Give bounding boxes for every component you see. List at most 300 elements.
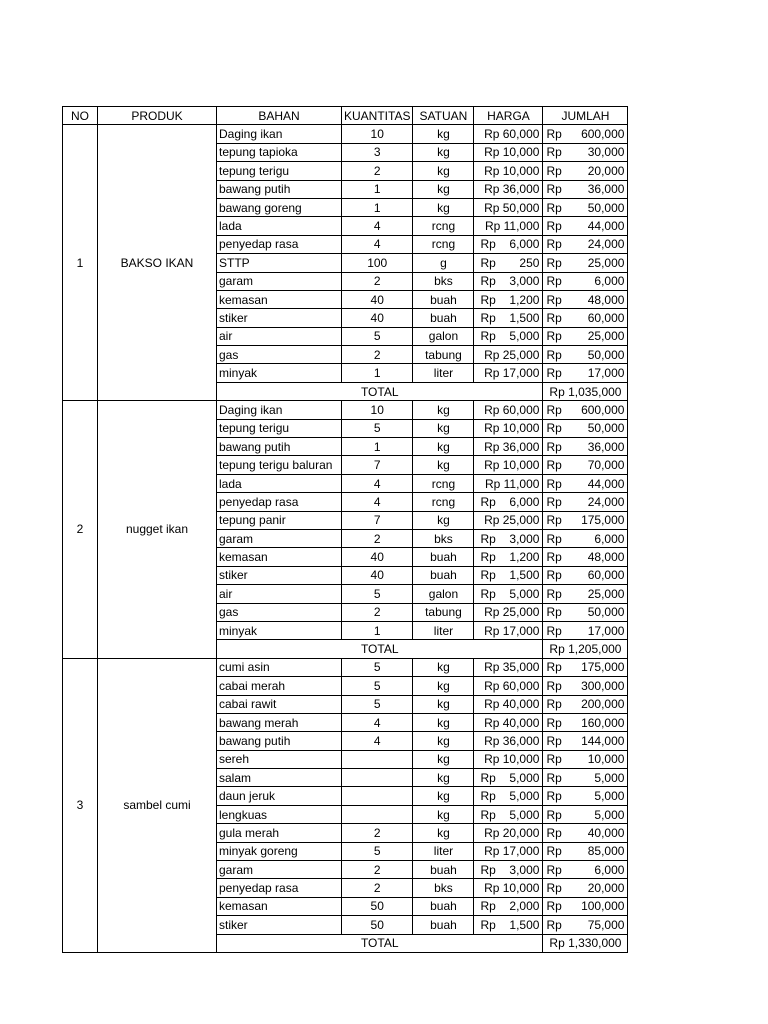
amount-value: 5,000 — [594, 770, 625, 785]
ingredient-name: bawang merah — [217, 713, 342, 731]
currency-symbol: Rp — [546, 697, 562, 712]
total-value: Rp 1,035,000 — [543, 382, 628, 400]
amount-cell — [543, 824, 628, 842]
price-cell — [474, 217, 543, 235]
product-number: 2 — [63, 401, 98, 658]
price-value: Rp 17,000 — [484, 844, 540, 859]
unit-cell: liter — [413, 364, 474, 382]
price-cell — [474, 713, 543, 731]
price-value: Rp 10,000 — [484, 752, 540, 767]
price-value: Rp 25,000 — [484, 347, 540, 362]
amount-cell — [543, 603, 628, 621]
amount-cell — [543, 364, 628, 382]
amount-cell — [543, 309, 628, 327]
currency-symbol: Rp — [546, 402, 562, 417]
amount-cell — [543, 438, 628, 456]
unit-cell: kg — [413, 695, 474, 713]
amount-value: 60,000 — [587, 568, 625, 583]
quantity-cell: 7 — [342, 511, 413, 529]
ingredient-name: lada — [217, 474, 342, 492]
amount-cell — [543, 732, 628, 750]
unit-cell: kg — [413, 162, 474, 180]
unit-cell: buah — [413, 897, 474, 915]
ingredient-name: tepung terigu — [217, 162, 342, 180]
unit-cell: bks — [413, 529, 474, 547]
price-cell — [474, 677, 543, 695]
currency-symbol: Rp — [480, 292, 496, 307]
price-cell — [474, 474, 543, 492]
price-value: 3,000 — [509, 862, 540, 877]
currency-symbol: Rp — [546, 825, 562, 840]
amount-value: 20,000 — [587, 881, 625, 896]
amount-cell — [543, 254, 628, 272]
amount-value: 48,000 — [587, 292, 625, 307]
amount-cell — [543, 456, 628, 474]
amount-value: 600,000 — [581, 402, 625, 417]
ingredient-name: air — [217, 327, 342, 345]
amount-value: 17,000 — [587, 366, 625, 381]
ingredient-name: kemasan — [217, 290, 342, 308]
unit-cell: buah — [413, 861, 474, 879]
amount-value: 48,000 — [587, 550, 625, 565]
amount-value: 6,000 — [594, 862, 625, 877]
amount-cell — [543, 474, 628, 492]
price-value: Rp 25,000 — [484, 513, 540, 528]
unit-cell: kg — [413, 438, 474, 456]
amount-cell — [543, 529, 628, 547]
currency-symbol: Rp — [480, 255, 496, 270]
amount-value: 60,000 — [587, 310, 625, 325]
header-harga: HARGA — [474, 107, 543, 125]
currency-symbol: Rp — [546, 550, 562, 565]
currency-symbol: Rp — [546, 586, 562, 601]
currency-symbol: Rp — [546, 347, 562, 362]
price-cell — [474, 916, 543, 934]
currency-symbol: Rp — [546, 862, 562, 877]
amount-cell — [543, 842, 628, 860]
amount-cell — [543, 677, 628, 695]
currency-symbol: Rp — [480, 568, 496, 583]
quantity-cell: 7 — [342, 456, 413, 474]
ingredient-name: lada — [217, 217, 342, 235]
amount-value: 200,000 — [581, 697, 625, 712]
currency-symbol: Rp — [480, 237, 496, 252]
ingredient-name: stiker — [217, 309, 342, 327]
price-cell — [474, 879, 543, 897]
price-cell — [474, 162, 543, 180]
currency-symbol: Rp — [480, 274, 496, 289]
product-name: BAKSO IKAN — [98, 125, 217, 401]
quantity-cell: 40 — [342, 548, 413, 566]
ingredient-name: tepung panir — [217, 511, 342, 529]
quantity-cell: 4 — [342, 474, 413, 492]
unit-cell: buah — [413, 916, 474, 934]
price-cell — [474, 824, 543, 842]
amount-cell — [543, 162, 628, 180]
price-value: 3,000 — [509, 274, 540, 289]
header-produk: PRODUK — [98, 107, 217, 125]
price-cell — [474, 456, 543, 474]
unit-cell: buah — [413, 309, 474, 327]
ingredient-name: air — [217, 585, 342, 603]
price-cell — [474, 254, 543, 272]
currency-symbol: Rp — [480, 531, 496, 546]
unit-cell: kg — [413, 511, 474, 529]
quantity-cell: 10 — [342, 125, 413, 143]
unit-cell: bks — [413, 272, 474, 290]
unit-cell: bks — [413, 879, 474, 897]
ingredient-name: penyedap rasa — [217, 235, 342, 253]
price-value: 1,500 — [509, 917, 540, 932]
currency-symbol: Rp — [546, 329, 562, 344]
price-value: Rp 17,000 — [484, 366, 540, 381]
amount-value: 600,000 — [581, 127, 625, 142]
amount-cell — [543, 180, 628, 198]
ingredient-name: salam — [217, 769, 342, 787]
currency-symbol: Rp — [480, 329, 496, 344]
table-row — [63, 658, 628, 676]
amount-cell — [543, 493, 628, 511]
ingredient-name: STTP — [217, 254, 342, 272]
price-cell — [474, 861, 543, 879]
amount-cell — [543, 879, 628, 897]
price-cell — [474, 143, 543, 161]
quantity-cell: 4 — [342, 732, 413, 750]
currency-symbol: Rp — [546, 789, 562, 804]
quantity-cell: 1 — [342, 438, 413, 456]
amount-cell — [543, 511, 628, 529]
currency-symbol: Rp — [480, 770, 496, 785]
price-cell — [474, 548, 543, 566]
quantity-cell: 2 — [342, 272, 413, 290]
amount-value: 25,000 — [587, 329, 625, 344]
ingredient-name: bawang putih — [217, 732, 342, 750]
price-value: Rp 35,000 — [484, 660, 540, 675]
quantity-cell — [342, 787, 413, 805]
amount-value: 75,000 — [587, 917, 625, 932]
ingredient-name: bawang goreng — [217, 198, 342, 216]
ingredient-name: kemasan — [217, 548, 342, 566]
amount-value: 175,000 — [581, 513, 625, 528]
header-bahan: BAHAN — [217, 107, 342, 125]
price-cell — [474, 769, 543, 787]
amount-cell — [543, 713, 628, 731]
price-cell — [474, 438, 543, 456]
amount-value: 70,000 — [587, 458, 625, 473]
quantity-cell: 5 — [342, 419, 413, 437]
amount-value: 175,000 — [581, 660, 625, 675]
amount-value: 100,000 — [581, 899, 625, 914]
quantity-cell: 3 — [342, 143, 413, 161]
ingredient-name: Daging ikan — [217, 401, 342, 419]
total-value: Rp 1,205,000 — [543, 640, 628, 658]
amount-cell — [543, 805, 628, 823]
currency-symbol: Rp — [546, 292, 562, 307]
currency-symbol: Rp — [546, 733, 562, 748]
quantity-cell: 5 — [342, 585, 413, 603]
currency-symbol: Rp — [480, 494, 496, 509]
price-cell — [474, 566, 543, 584]
amount-cell — [543, 198, 628, 216]
amount-value: 10,000 — [587, 752, 625, 767]
price-cell — [474, 511, 543, 529]
amount-value: 25,000 — [587, 255, 625, 270]
table-body — [63, 125, 628, 953]
amount-value: 50,000 — [587, 421, 625, 436]
quantity-cell: 5 — [342, 695, 413, 713]
unit-cell: tabung — [413, 603, 474, 621]
unit-cell: kg — [413, 143, 474, 161]
price-cell — [474, 309, 543, 327]
price-value: 250 — [519, 255, 540, 270]
price-value: 6,000 — [509, 237, 540, 252]
price-value: 5,000 — [509, 789, 540, 804]
price-value: Rp 10,000 — [484, 458, 540, 473]
unit-cell: kg — [413, 732, 474, 750]
price-cell — [474, 364, 543, 382]
price-cell — [474, 290, 543, 308]
amount-cell — [543, 143, 628, 161]
quantity-cell: 2 — [342, 824, 413, 842]
unit-cell: kg — [413, 713, 474, 731]
table-row — [63, 401, 628, 419]
price-value: Rp 60,000 — [484, 127, 540, 142]
currency-symbol: Rp — [546, 421, 562, 436]
ingredient-name: gas — [217, 346, 342, 364]
quantity-cell: 2 — [342, 529, 413, 547]
price-value: Rp 10,000 — [484, 163, 540, 178]
currency-symbol: Rp — [546, 623, 562, 638]
unit-cell: buah — [413, 566, 474, 584]
price-cell — [474, 529, 543, 547]
amount-cell — [543, 750, 628, 768]
amount-cell — [543, 290, 628, 308]
amount-cell — [543, 695, 628, 713]
amount-cell — [543, 548, 628, 566]
amount-value: 6,000 — [594, 531, 625, 546]
amount-cell — [543, 861, 628, 879]
quantity-cell: 5 — [342, 842, 413, 860]
amount-cell — [543, 769, 628, 787]
unit-cell: kg — [413, 750, 474, 768]
amount-cell — [543, 235, 628, 253]
amount-value: 5,000 — [594, 807, 625, 822]
amount-value: 144,000 — [581, 733, 625, 748]
price-cell — [474, 897, 543, 915]
amount-cell — [543, 346, 628, 364]
cost-table — [62, 106, 628, 953]
ingredient-name: daun jeruk — [217, 787, 342, 805]
quantity-cell: 2 — [342, 346, 413, 364]
ingredient-name: kemasan — [217, 897, 342, 915]
price-cell — [474, 346, 543, 364]
currency-symbol: Rp — [546, 255, 562, 270]
quantity-cell: 40 — [342, 290, 413, 308]
quantity-cell: 2 — [342, 603, 413, 621]
amount-value: 25,000 — [587, 586, 625, 601]
unit-cell: kg — [413, 419, 474, 437]
ingredient-name: cabai merah — [217, 677, 342, 695]
ingredient-name: Daging ikan — [217, 125, 342, 143]
unit-cell: kg — [413, 180, 474, 198]
amount-value: 24,000 — [587, 237, 625, 252]
amount-value: 44,000 — [587, 219, 625, 234]
currency-symbol: Rp — [546, 458, 562, 473]
product-name: nugget ikan — [98, 401, 217, 658]
quantity-cell: 5 — [342, 327, 413, 345]
quantity-cell: 40 — [342, 309, 413, 327]
price-value: Rp 25,000 — [484, 605, 540, 620]
ingredient-name: penyedap rasa — [217, 493, 342, 511]
ingredient-name: gula merah — [217, 824, 342, 842]
amount-cell — [543, 585, 628, 603]
ingredient-name: lengkuas — [217, 805, 342, 823]
unit-cell: kg — [413, 805, 474, 823]
total-label: TOTAL — [217, 934, 543, 952]
quantity-cell: 4 — [342, 493, 413, 511]
price-value: 3,000 — [509, 531, 540, 546]
quantity-cell — [342, 769, 413, 787]
price-value: Rp 40,000 — [484, 715, 540, 730]
header-no: NO — [63, 107, 98, 125]
price-value: Rp 17,000 — [484, 623, 540, 638]
total-value: Rp 1,330,000 — [543, 934, 628, 952]
currency-symbol: Rp — [546, 881, 562, 896]
currency-symbol: Rp — [546, 568, 562, 583]
currency-symbol: Rp — [546, 899, 562, 914]
unit-cell: rcng — [413, 217, 474, 235]
currency-symbol: Rp — [546, 752, 562, 767]
price-cell — [474, 327, 543, 345]
price-value: 6,000 — [509, 494, 540, 509]
ingredient-name: minyak — [217, 621, 342, 639]
amount-value: 160,000 — [581, 715, 625, 730]
price-cell — [474, 125, 543, 143]
unit-cell: buah — [413, 548, 474, 566]
unit-cell: rcng — [413, 474, 474, 492]
price-value: Rp 10,000 — [484, 881, 540, 896]
ingredient-name: tepung terigu — [217, 419, 342, 437]
price-value: 1,500 — [509, 568, 540, 583]
currency-symbol: Rp — [546, 476, 562, 491]
amount-cell — [543, 401, 628, 419]
unit-cell: galon — [413, 585, 474, 603]
price-value: Rp 60,000 — [484, 678, 540, 693]
currency-symbol: Rp — [546, 513, 562, 528]
price-cell — [474, 585, 543, 603]
currency-symbol: Rp — [546, 366, 562, 381]
price-cell — [474, 235, 543, 253]
price-value: 1,500 — [509, 310, 540, 325]
currency-symbol: Rp — [546, 494, 562, 509]
unit-cell: liter — [413, 842, 474, 860]
price-cell — [474, 695, 543, 713]
currency-symbol: Rp — [546, 531, 562, 546]
quantity-cell: 2 — [342, 861, 413, 879]
amount-value: 50,000 — [587, 200, 625, 215]
ingredient-name: bawang putih — [217, 438, 342, 456]
amount-value: 30,000 — [587, 145, 625, 160]
ingredient-name: cabai rawit — [217, 695, 342, 713]
price-cell — [474, 603, 543, 621]
ingredient-name: stiker — [217, 916, 342, 934]
amount-value: 5,000 — [594, 789, 625, 804]
ingredient-name: garam — [217, 529, 342, 547]
amount-value: 20,000 — [587, 163, 625, 178]
currency-symbol: Rp — [546, 807, 562, 822]
amount-cell — [543, 658, 628, 676]
currency-symbol: Rp — [480, 789, 496, 804]
unit-cell: kg — [413, 677, 474, 695]
price-value: Rp 20,000 — [484, 825, 540, 840]
price-value: Rp 40,000 — [484, 697, 540, 712]
unit-cell: kg — [413, 658, 474, 676]
currency-symbol: Rp — [546, 844, 562, 859]
currency-symbol: Rp — [546, 715, 562, 730]
unit-cell: kg — [413, 456, 474, 474]
price-cell — [474, 272, 543, 290]
unit-cell: kg — [413, 769, 474, 787]
currency-symbol: Rp — [546, 200, 562, 215]
price-value: Rp 36,000 — [484, 733, 540, 748]
price-cell — [474, 805, 543, 823]
currency-symbol: Rp — [546, 219, 562, 234]
price-value: 2,000 — [509, 899, 540, 914]
ingredient-name: tepung terigu baluran — [217, 456, 342, 474]
currency-symbol: Rp — [546, 182, 562, 197]
quantity-cell: 50 — [342, 916, 413, 934]
quantity-cell: 100 — [342, 254, 413, 272]
quantity-cell: 4 — [342, 713, 413, 731]
unit-cell: galon — [413, 327, 474, 345]
price-value: Rp 36,000 — [484, 439, 540, 454]
amount-value: 6,000 — [594, 274, 625, 289]
unit-cell: kg — [413, 787, 474, 805]
price-cell — [474, 419, 543, 437]
quantity-cell: 2 — [342, 879, 413, 897]
price-cell — [474, 658, 543, 676]
price-value: Rp 11,000 — [484, 476, 540, 491]
quantity-cell: 1 — [342, 198, 413, 216]
price-value: Rp 36,000 — [484, 182, 540, 197]
amount-value: 44,000 — [587, 476, 625, 491]
price-cell — [474, 842, 543, 860]
price-cell — [474, 180, 543, 198]
header-satuan: SATUAN — [413, 107, 474, 125]
quantity-cell — [342, 750, 413, 768]
price-value: 5,000 — [509, 329, 540, 344]
ingredient-name: garam — [217, 861, 342, 879]
currency-symbol: Rp — [480, 899, 496, 914]
amount-cell — [543, 217, 628, 235]
unit-cell: kg — [413, 824, 474, 842]
ingredient-name: sereh — [217, 750, 342, 768]
header-row — [63, 107, 628, 125]
currency-symbol: Rp — [546, 310, 562, 325]
currency-symbol: Rp — [546, 678, 562, 693]
price-value: 5,000 — [509, 807, 540, 822]
product-number: 3 — [63, 658, 98, 952]
quantity-cell: 5 — [342, 658, 413, 676]
amount-cell — [543, 327, 628, 345]
amount-value: 50,000 — [587, 347, 625, 362]
price-value: Rp 10,000 — [484, 145, 540, 160]
quantity-cell: 1 — [342, 180, 413, 198]
unit-cell: g — [413, 254, 474, 272]
unit-cell: liter — [413, 621, 474, 639]
price-cell — [474, 750, 543, 768]
amount-value: 36,000 — [587, 439, 625, 454]
